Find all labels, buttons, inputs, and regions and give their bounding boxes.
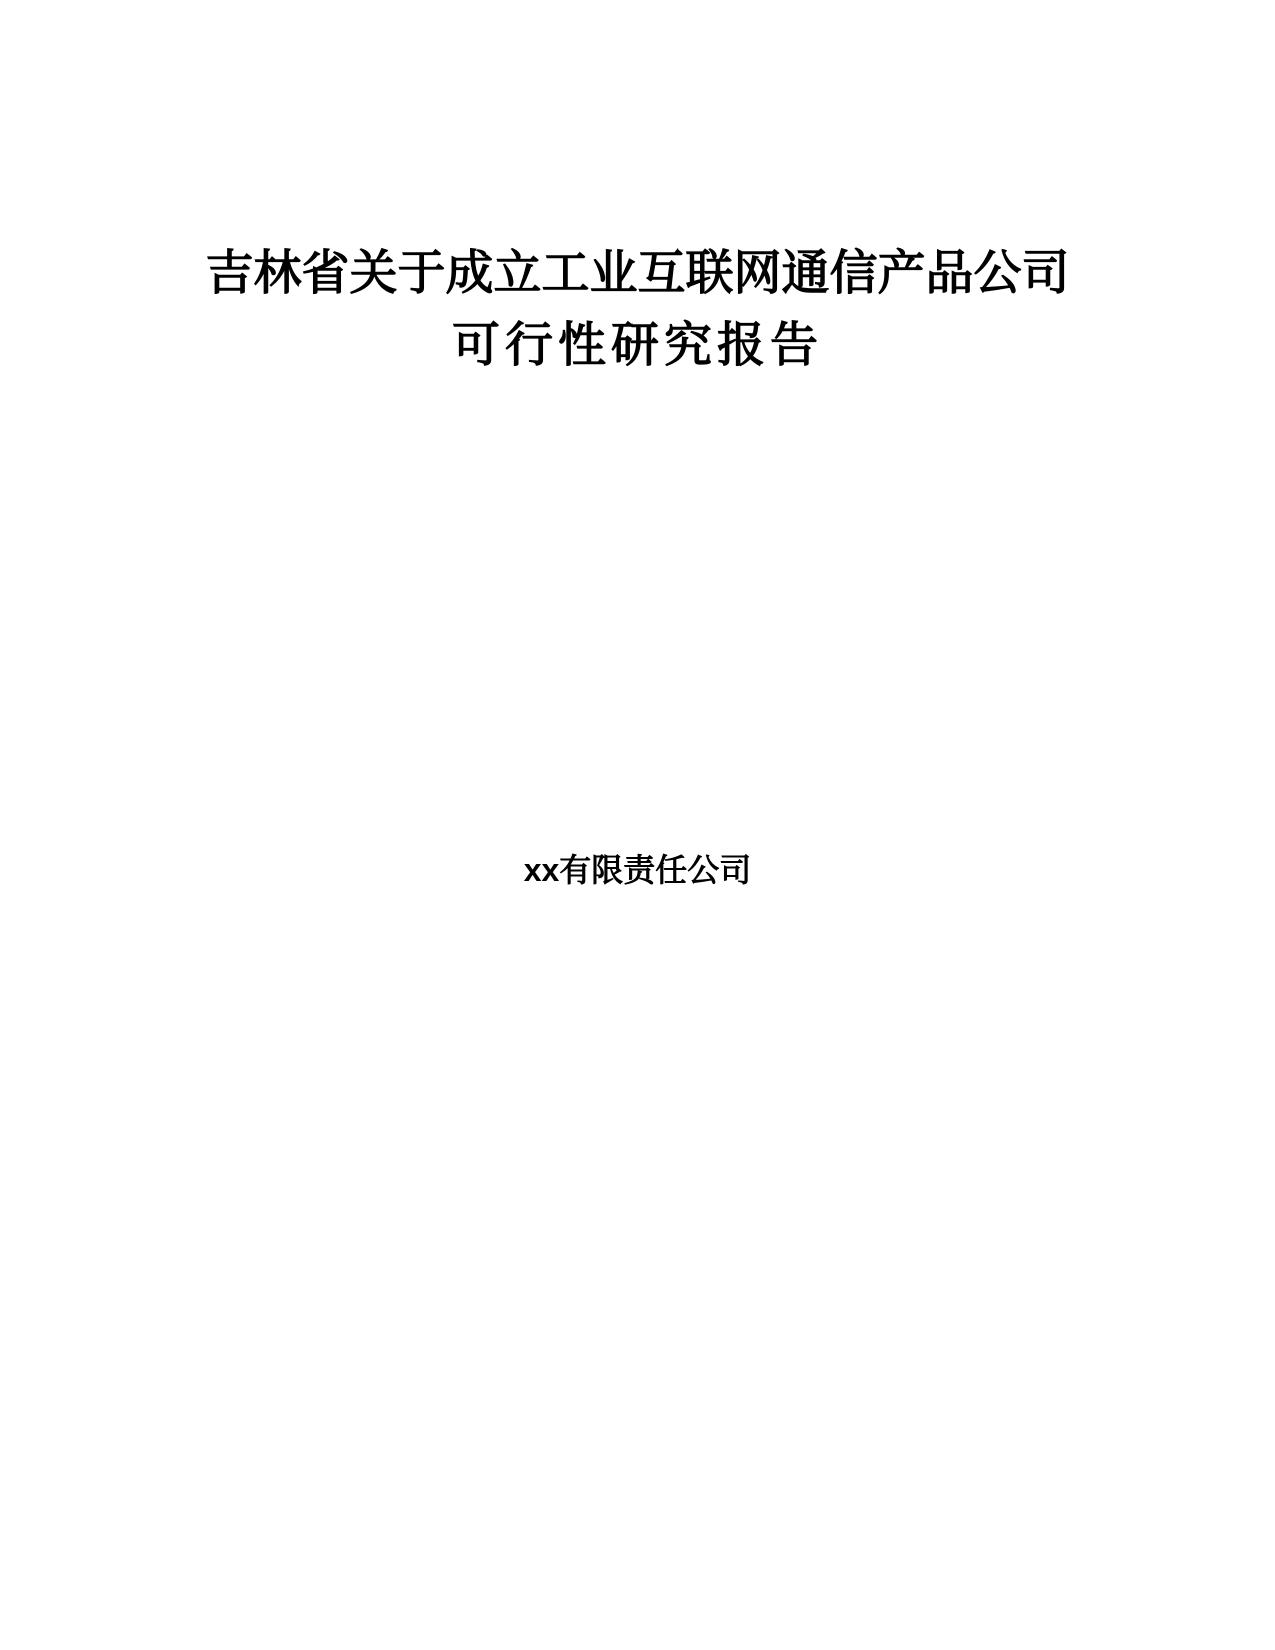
report-title [0, 0, 1275, 382]
report-title-line-1: 吉林省关于成立工业互联网通信产品公司 [205, 247, 1070, 300]
report-title-line-2: 可行性研究报告 [451, 319, 823, 372]
company-name: xx有限责任公司 [523, 852, 752, 888]
